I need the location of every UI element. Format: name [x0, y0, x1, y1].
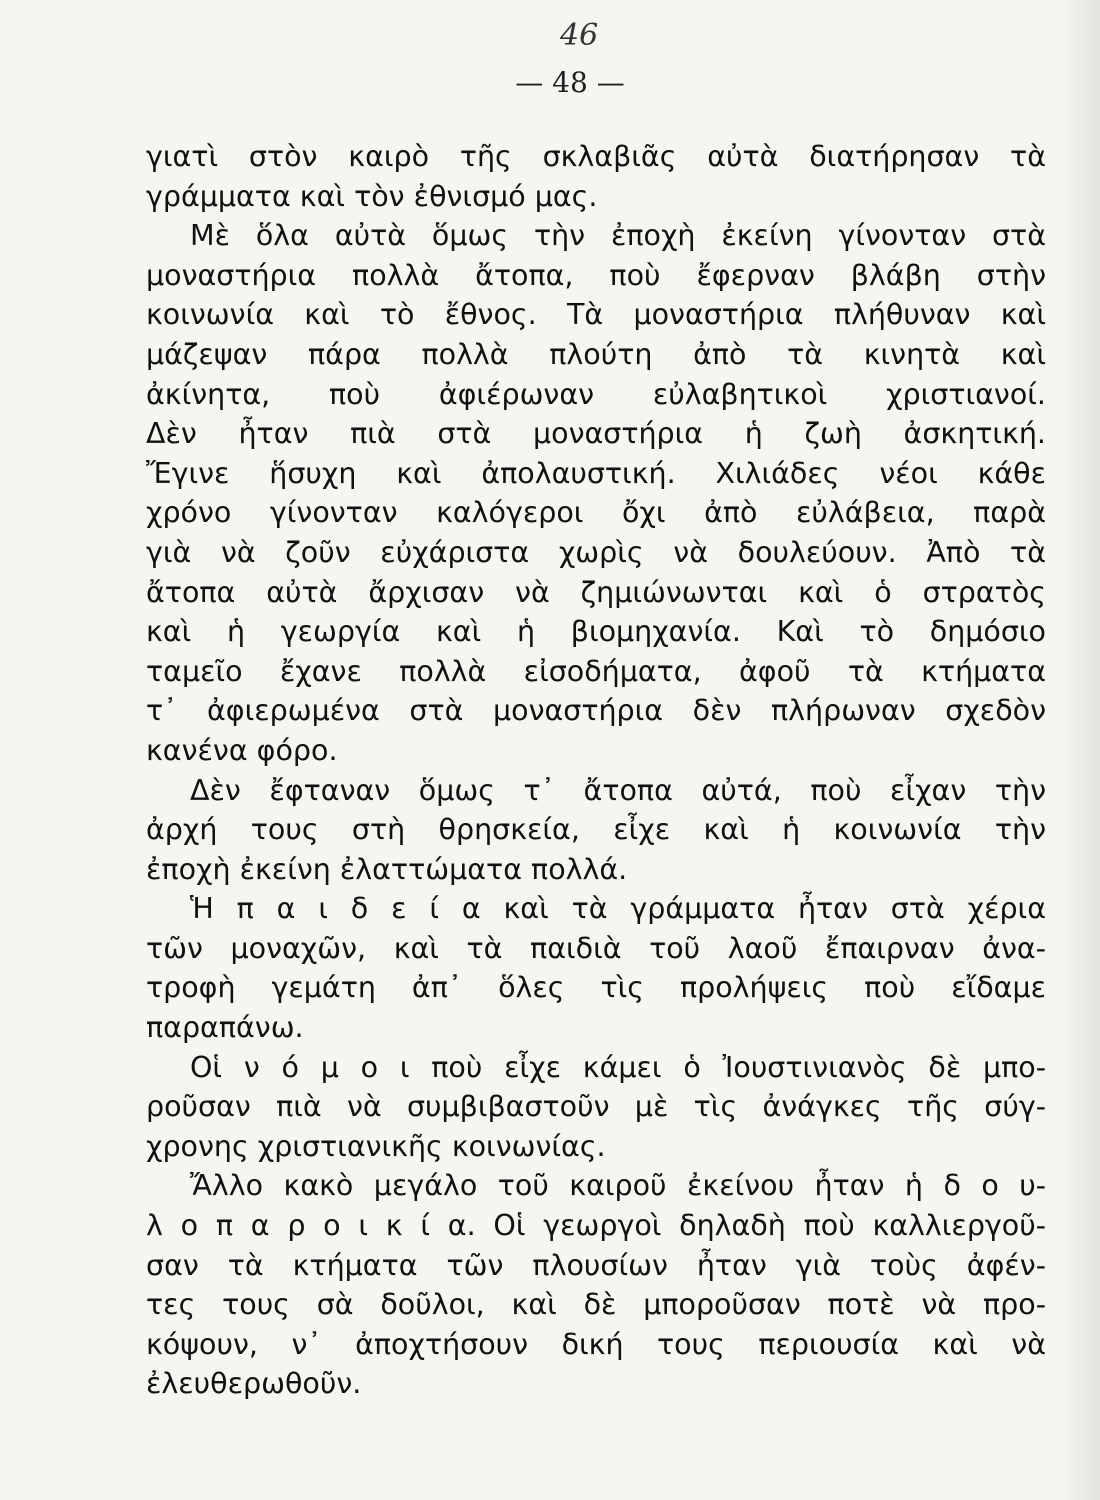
text-line: ἐλευθερωθοῦν.: [146, 1367, 362, 1401]
text-line: Δὲν ἦταν πιὰ στὰ μοναστήρια ἡ ζωὴ ἀσκητική.: [146, 417, 1046, 451]
text-line: κανένα φόρο.: [146, 733, 338, 767]
page-edge-shadow: [1060, 0, 1100, 1500]
text-line: χρονης χριστιανικῆς κοινωνίας.: [146, 1129, 606, 1163]
text-line: Μὲ ὅλα αὐτὰ ὅμως τὴν ἐποχὴ ἐκείνη γίνονταν στὰ: [190, 219, 1046, 253]
text-line: ταμεῖο ἔχανε πολλὰ εἰσοδήματα, ἀφοῦ τὰ κτήματα: [146, 654, 1046, 688]
text-line: ἀκίνητα, ποὺ ἀφιέρωναν εὐλαβητικοὶ χριστιανοί.: [146, 377, 1046, 411]
body-text: [146, 137, 1046, 1404]
text-line: κόψουν, ν᾽ ἀποχτήσουν δική τους περιουσία καὶ νὰ: [146, 1327, 1046, 1361]
text-line: τ᾽ ἀφιερωμένα στὰ μοναστήρια δὲν πλήρωναν σχεδὸν: [146, 694, 1046, 728]
text-line: τροφὴ γεμάτη ἀπ᾽ ὅλες τὶς προλήψεις ποὺ εἴδαμε: [146, 971, 1046, 1005]
text-line: μοναστήρια πολλὰ ἄτοπα, ποὺ ἔφερναν βλάβη στὴν: [146, 258, 1046, 292]
text-line: λ ο π α ρ ο ι κ ί α. Οἱ γεωργοὶ δηλαδὴ ποὺ καλλιεργοῦ-: [146, 1209, 1046, 1243]
text-line: ἀρχή τους στὴ θρησκεία, εἶχε καὶ ἡ κοινωνία τὴν: [146, 813, 1046, 847]
text-line: σαν τὰ κτήματα τῶν πλουσίων ἦταν γιὰ τοὺς ἀφέν-: [146, 1248, 1046, 1282]
text-line: γράμματα καὶ τὸν ἐθνισμό μας.: [146, 179, 598, 213]
text-line: μάζεψαν πάρα πολλὰ πλούτη ἀπὸ τὰ κινητὰ καὶ: [146, 337, 1046, 371]
text-line: γιὰ νὰ ζοῦν εὐχάριστα χωρὶς νὰ δουλεύουν. Ἀπὸ τὰ: [146, 535, 1046, 569]
printed-page-number: — 48 —: [515, 66, 625, 99]
text-line: γιατὶ στὸν καιρὸ τῆς σκλαβιᾶς αὐτὰ διατήρησαν τὰ: [146, 140, 1046, 173]
text-line: Ἔγινε ἥσυχη καὶ ἀπολαυστική. Χιλιάδες νέοι κάθε: [146, 456, 1046, 490]
handwritten-page-number: 46: [560, 18, 599, 53]
text-line: κοινωνία καὶ τὸ ἔθνος. Τὰ μοναστήρια πλήθυναν καὶ: [146, 298, 1046, 332]
text-line: Δὲν ἔφταναν ὅμως τ᾽ ἄτοπα αὐτά, ποὺ εἶχαν τὴν: [190, 773, 1046, 807]
text-line: παραπάνω.: [146, 1011, 304, 1045]
text-line: χρόνο γίνονταν καλόγεροι ὄχι ἀπὸ εὐλάβεια, παρὰ: [146, 496, 1046, 530]
text-line: Ἡ π α ι δ ε ί α καὶ τὰ γράμματα ἦταν στὰ χέρια: [190, 892, 1046, 926]
text-line: ροῦσαν πιὰ νὰ συμβιβαστοῦν μὲ τὶς ἀνάγκες τῆς σύγ-: [146, 1090, 1046, 1124]
text-line: Ἄλλο κακὸ μεγάλο τοῦ καιροῦ ἐκείνου ἦταν ἡ δ ο υ-: [190, 1169, 1046, 1203]
text-line: τες τους σὰ δοῦλοι, καὶ δὲ μποροῦσαν ποτὲ νὰ προ-: [146, 1288, 1046, 1322]
text-line: ἄτοπα αὐτὰ ἄρχισαν νὰ ζημιώνωνται καὶ ὁ στρατὸς: [146, 575, 1046, 609]
text-line: καὶ ἡ γεωργία καὶ ἡ βιομηχανία. Καὶ τὸ δημόσιο: [146, 615, 1046, 649]
text-line: ἐποχὴ ἐκείνη ἐλαττώματα πολλά.: [146, 852, 628, 886]
text-line: τῶν μοναχῶν, καὶ τὰ παιδιὰ τοῦ λαοῦ ἔπαιρναν ἀνα-: [146, 931, 1046, 965]
text-line: Οἱ ν ό μ ο ι ποὺ εἶχε κάμει ὁ Ἰουστινιανὸς δὲ μπο-: [190, 1050, 1046, 1084]
